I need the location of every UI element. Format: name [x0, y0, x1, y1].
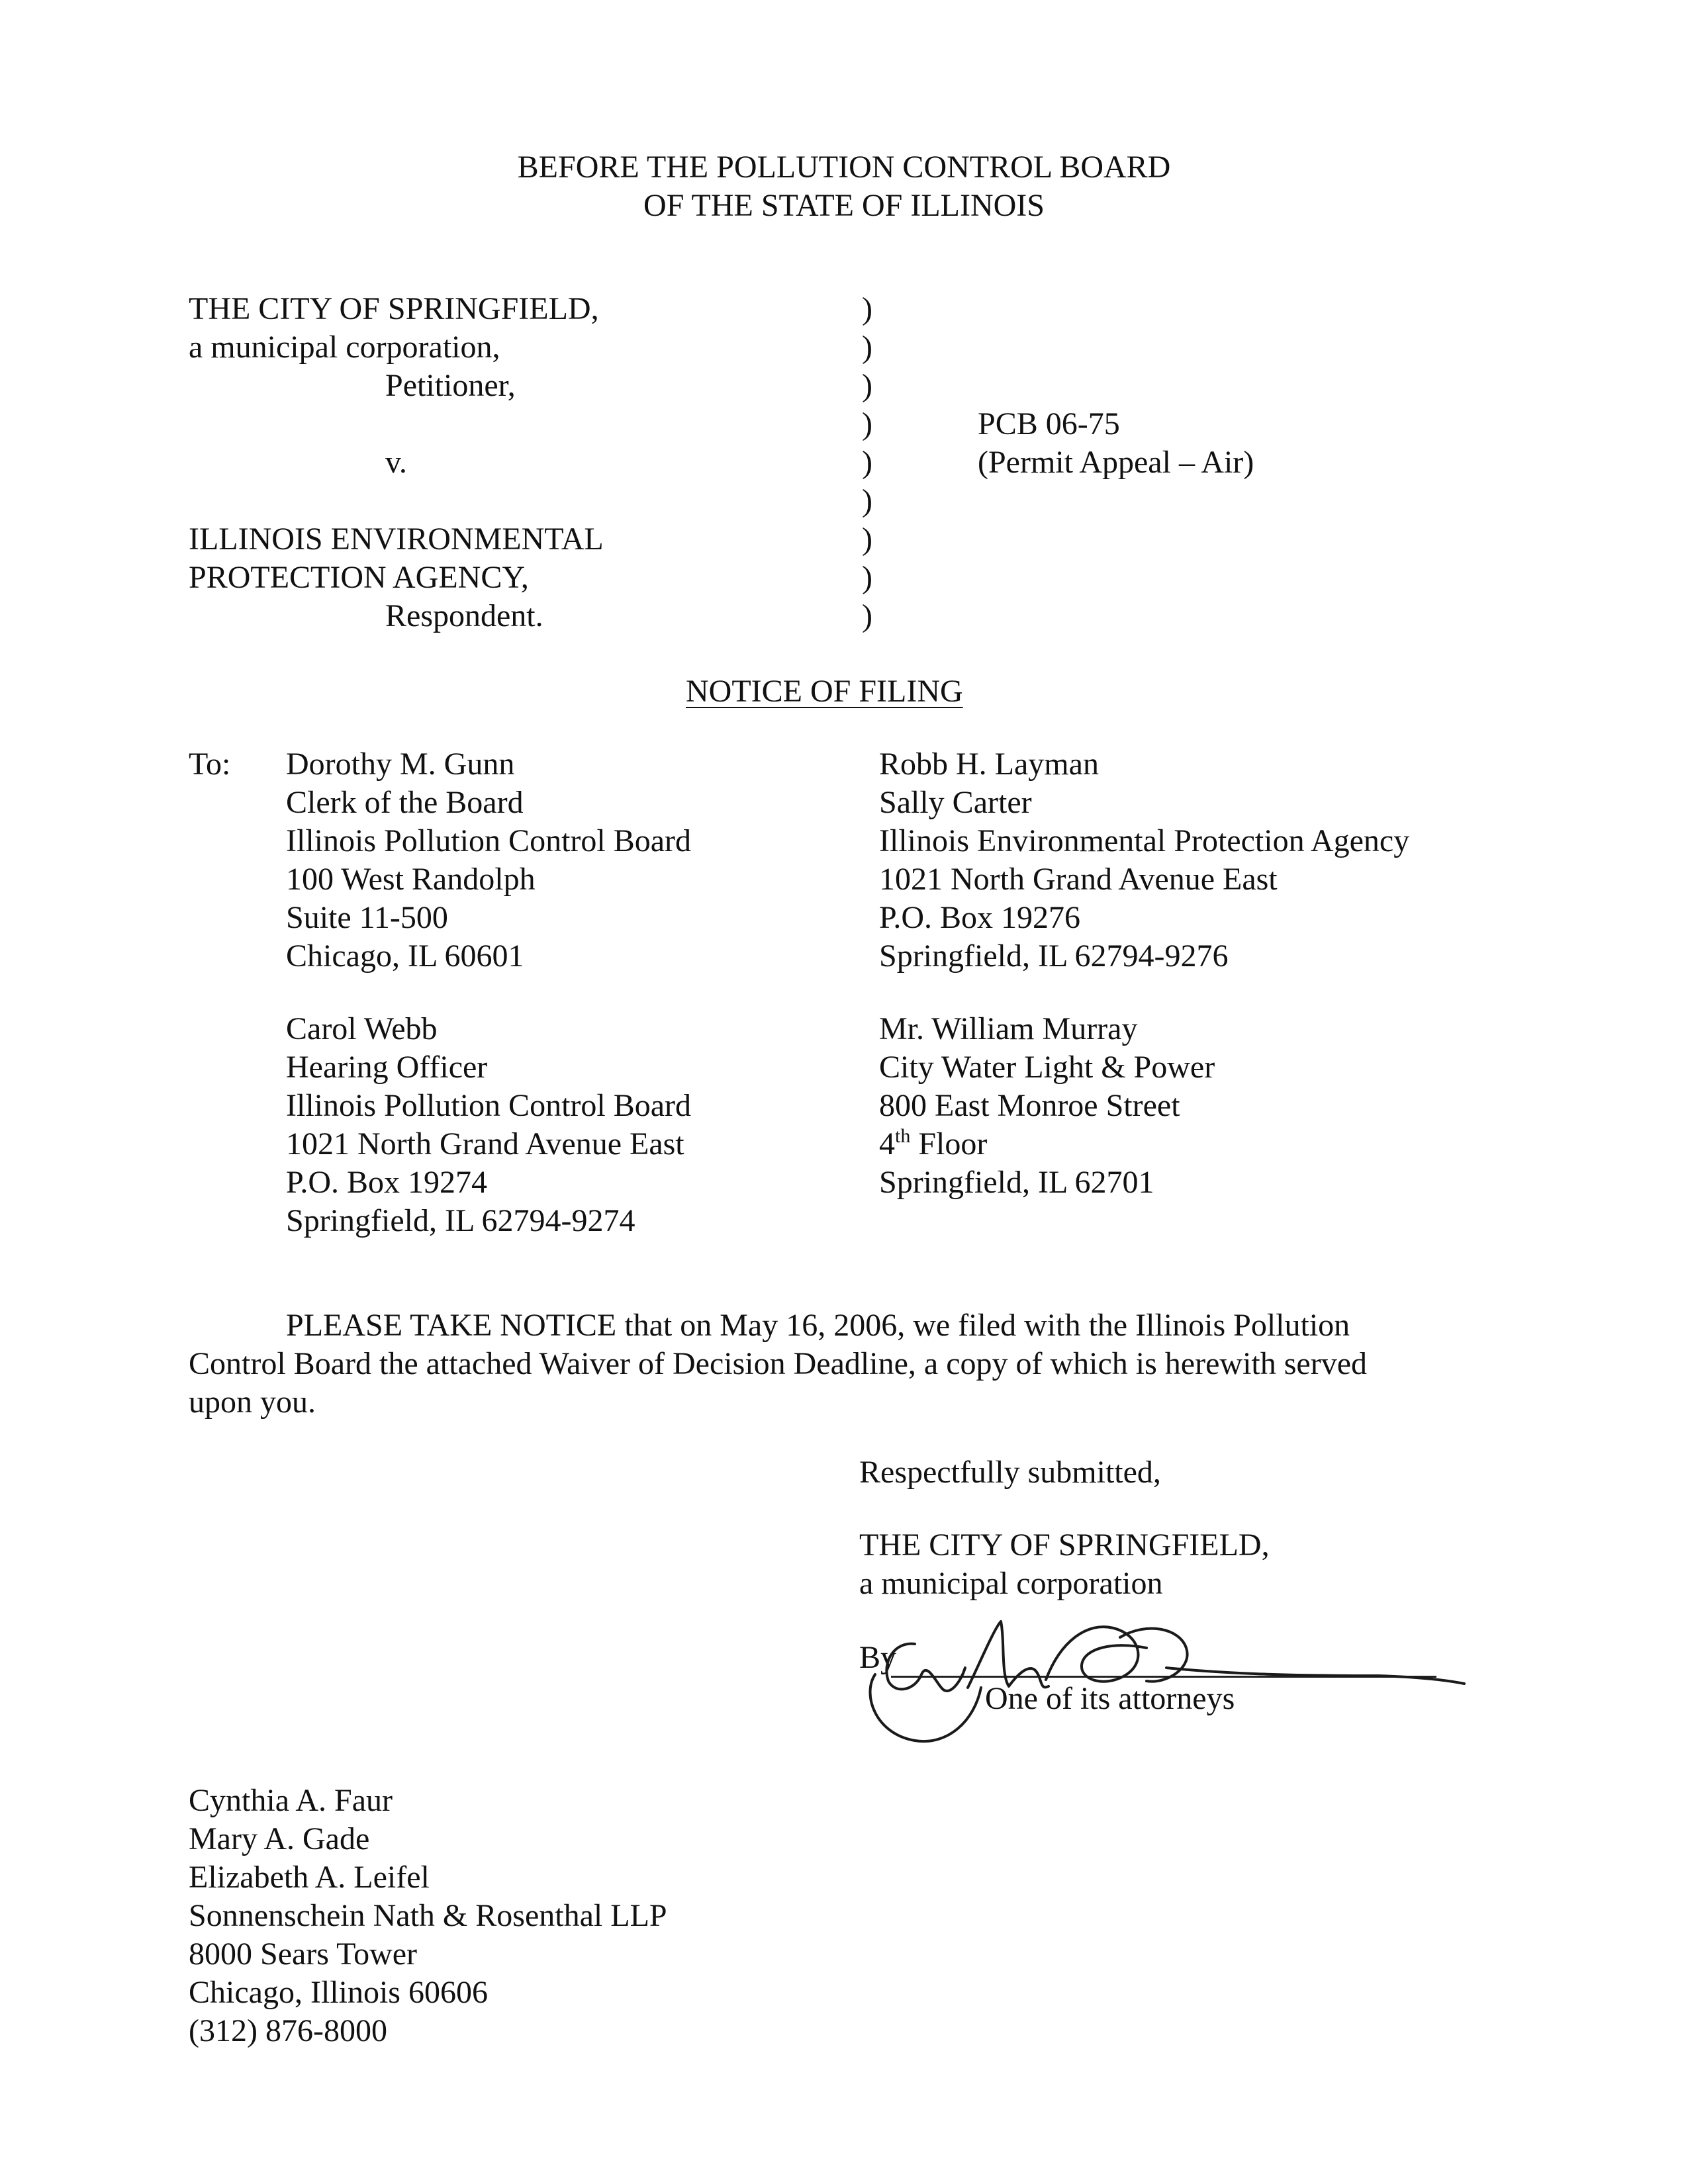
- caption-paren: ): [862, 445, 872, 480]
- recipient-line: Dorothy M. Gunn: [286, 747, 515, 782]
- body-paragraph-line1: PLEASE TAKE NOTICE that on May 16, 2006, we filed with the Illinois Pollution: [286, 1308, 1350, 1343]
- petitioner-name: THE CITY OF SPRINGFIELD,: [189, 291, 599, 326]
- caption-paren: ): [862, 522, 872, 557]
- recipient-line: Mr. William Murray: [879, 1011, 1138, 1046]
- counsel-line: Mary A. Gade: [189, 1821, 370, 1856]
- recipient-line: Sally Carter: [879, 785, 1032, 820]
- recipient-line: Illinois Pollution Control Board: [286, 1088, 692, 1123]
- recipient-line: Chicago, IL 60601: [286, 938, 524, 974]
- court-title-line1: BEFORE THE POLLUTION CONTROL BOARD: [517, 150, 1171, 185]
- court-title-line2: OF THE STATE OF ILLINOIS: [643, 188, 1045, 223]
- caption-paren: ): [862, 560, 872, 595]
- recipient-line: Suite 11-500: [286, 900, 448, 935]
- respectfully-submitted: Respectfully submitted,: [859, 1455, 1161, 1490]
- caption-paren: ): [862, 330, 872, 365]
- by-label: By: [859, 1640, 897, 1675]
- counsel-line: Sonnenschein Nath & Rosenthal LLP: [189, 1898, 667, 1933]
- caption-paren: ): [862, 368, 872, 403]
- recipient-line: Springfield, IL 62794-9276: [879, 938, 1229, 974]
- recipient-line: Illinois Environmental Protection Agency: [879, 823, 1410, 858]
- signer-role: One of its attorneys: [985, 1681, 1235, 1716]
- recipient-line: 800 East Monroe Street: [879, 1088, 1180, 1123]
- caption-paren: ): [862, 291, 872, 326]
- counsel-line: (312) 876-8000: [189, 2013, 387, 2048]
- recipient-line: Springfield, IL 62701: [879, 1165, 1154, 1200]
- respondent-role: Respondent.: [385, 598, 543, 633]
- handwritten-signature: [835, 1602, 1471, 1767]
- signing-party-name: THE CITY OF SPRINGFIELD,: [859, 1527, 1270, 1563]
- counsel-line: Cynthia A. Faur: [189, 1783, 393, 1818]
- case-type: (Permit Appeal – Air): [978, 445, 1254, 480]
- recipient-line: Illinois Pollution Control Board: [286, 823, 692, 858]
- floor-number: 4: [879, 1126, 895, 1161]
- recipient-line: P.O. Box 19276: [879, 900, 1081, 935]
- caption-paren: ): [862, 598, 872, 633]
- recipient-line: Carol Webb: [286, 1011, 438, 1046]
- recipient-line: City Water Light & Power: [879, 1050, 1215, 1085]
- recipient-line: 1021 North Grand Avenue East: [286, 1126, 684, 1161]
- caption-paren: ): [862, 406, 872, 441]
- counsel-line: 8000 Sears Tower: [189, 1936, 418, 1972]
- petitioner-role: Petitioner,: [385, 368, 516, 403]
- recipient-line: [879, 1125, 987, 1163]
- body-paragraph-line3: upon you.: [189, 1385, 316, 1420]
- body-paragraph-line2: Control Board the attached Waiver of Decision Deadline, a copy of which is herewith served: [189, 1346, 1368, 1381]
- recipient-line: Clerk of the Board: [286, 785, 524, 820]
- versus: v.: [385, 445, 407, 480]
- recipient-line: 1021 North Grand Avenue East: [879, 862, 1278, 897]
- recipient-line: P.O. Box 19274: [286, 1165, 488, 1200]
- signing-party-description: a municipal corporation: [859, 1566, 1163, 1601]
- floor-word: Floor: [910, 1126, 988, 1161]
- recipient-line: Hearing Officer: [286, 1050, 488, 1085]
- recipient-line: 100 West Randolph: [286, 862, 536, 897]
- petitioner-description: a municipal corporation,: [189, 330, 500, 365]
- notice-title: NOTICE OF FILING: [686, 674, 963, 709]
- respondent-name-line2: PROTECTION AGENCY,: [189, 560, 529, 595]
- recipient-line: Robb H. Layman: [879, 747, 1099, 782]
- recipient-line: Springfield, IL 62794-9274: [286, 1203, 635, 1238]
- counsel-line: Chicago, Illinois 60606: [189, 1975, 488, 2010]
- to-label: To:: [189, 747, 231, 782]
- respondent-name-line1: ILLINOIS ENVIRONMENTAL: [189, 522, 604, 557]
- floor-ordinal-suffix: th: [895, 1125, 911, 1147]
- caption-paren: ): [862, 483, 872, 518]
- counsel-line: Elizabeth A. Leifel: [189, 1860, 430, 1895]
- case-number: PCB 06-75: [978, 406, 1120, 441]
